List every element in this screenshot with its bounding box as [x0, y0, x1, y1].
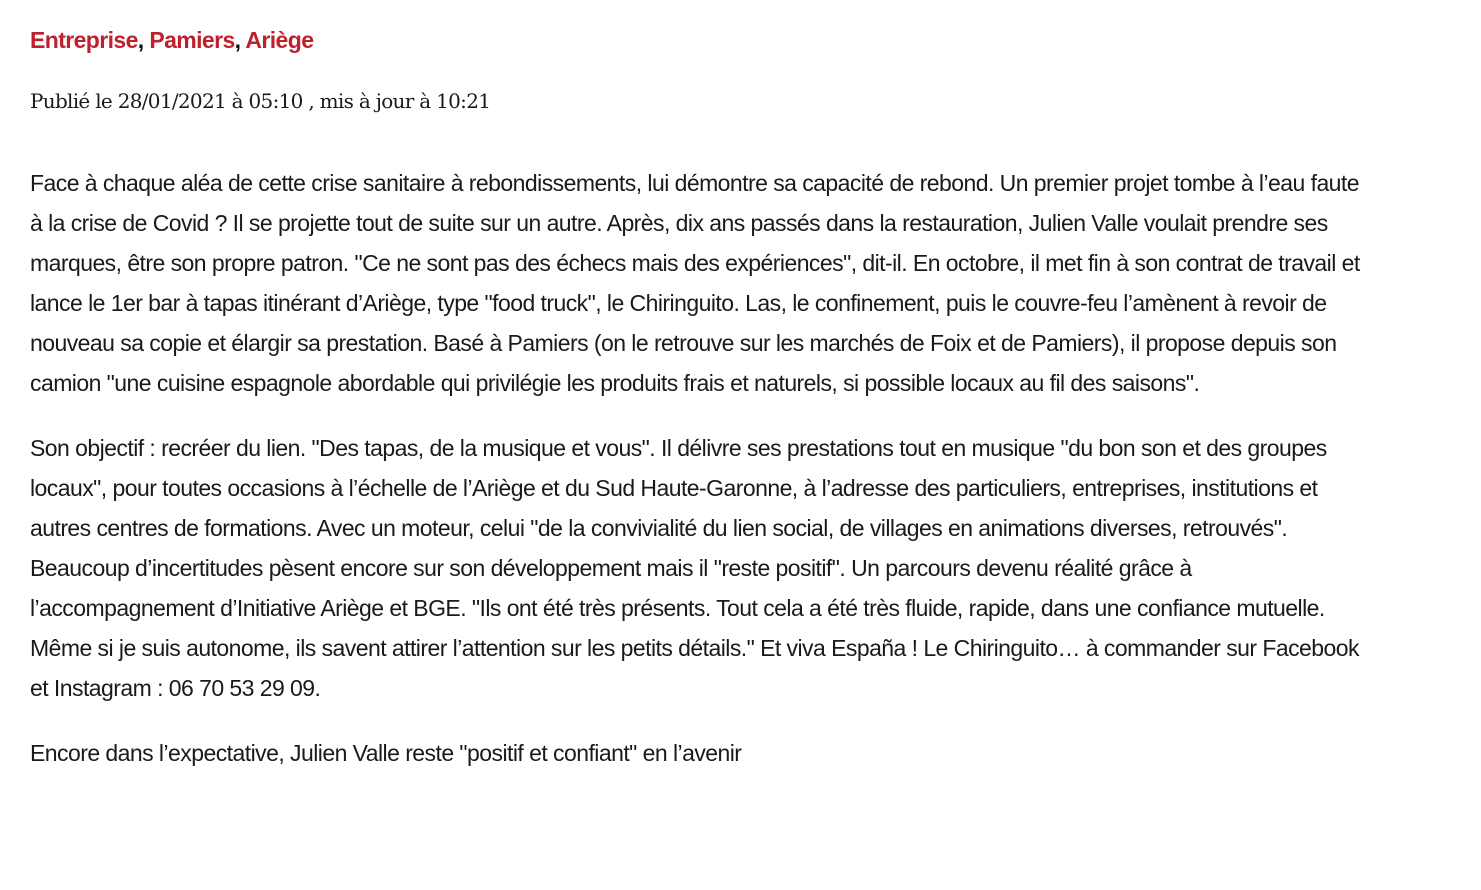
- paragraph: Encore dans l’expectative, Julien Valle reste "positif et confiant" en l’avenir: [30, 740, 742, 766]
- tag-separator: ,: [234, 27, 246, 53]
- tag-link-entreprise[interactable]: Entreprise: [30, 27, 138, 53]
- tag-link-ariege[interactable]: Ariège: [245, 27, 314, 53]
- article-body: [30, 163, 1360, 773]
- paragraph: Face à chaque aléa de cette crise sanitaire à rebondissements, lui démontre sa capacité de rebond. Un premier projet tombe à l’eau faute à la crise de Covid ? Il se projette tout de suite sur un autre. Après, dix ans passés dans la restauration, Julien Valle voulait prendre ses marques, être son propre patron. "Ce ne sont pas des échecs mais des expériences", dit-il. En octobre, il met fin à son contrat de travail et lance le 1er bar à tapas itinérant d’Ariège, type "food truck", le Chiringuito. Las, le confinement, puis le couvre-feu l’amènent à revoir de nouveau sa copie et élargir sa prestation. Basé à Pamiers (on le retrouve sur les marchés de Foix et de Pamiers), il propose depuis son camion "une cuisine espagnole abordable qui privilégie les produits frais et naturels, si possible locaux au fil des saisons".: [30, 170, 1360, 396]
- paragraph: Son objectif : recréer du lien. "Des tapas, de la musique et vous". Il délivre ses prestations tout en musique "du bon son et des groupes locaux", pour toutes occasions à l’échelle de l’Ariège et du Sud Haute-Garonne, à l’adresse des particuliers, entreprises, institutions et autres centres de formations. Avec un moteur, celui "de la convivialité du lien social, de villages en animations diverses, retrouvés". Beaucoup d’incertitudes pèsent encore sur son développement mais il "reste positif". Un parcours devenu réalité grâce à l’accompagnement d’Initiative Ariège et BGE. "Ils ont été très présents. Tout cela a été très fluide, rapide, dans une confiance mutuelle. Même si je suis autonome, ils savent attirer l’attention sur les petits détails." Et viva España ! Le Chiringuito… à commander sur Facebook et Instagram : 06 70 53 29 09.: [30, 435, 1359, 701]
- tag-separator: ,: [137, 27, 150, 53]
- tag-link-pamiers[interactable]: Pamiers: [149, 27, 235, 53]
- tag-list: [30, 22, 1360, 58]
- publication-date: Publié le 28/01/2021 à 05:10 , mis à jour à 10:21: [30, 89, 491, 113]
- article: [30, 22, 1360, 798]
